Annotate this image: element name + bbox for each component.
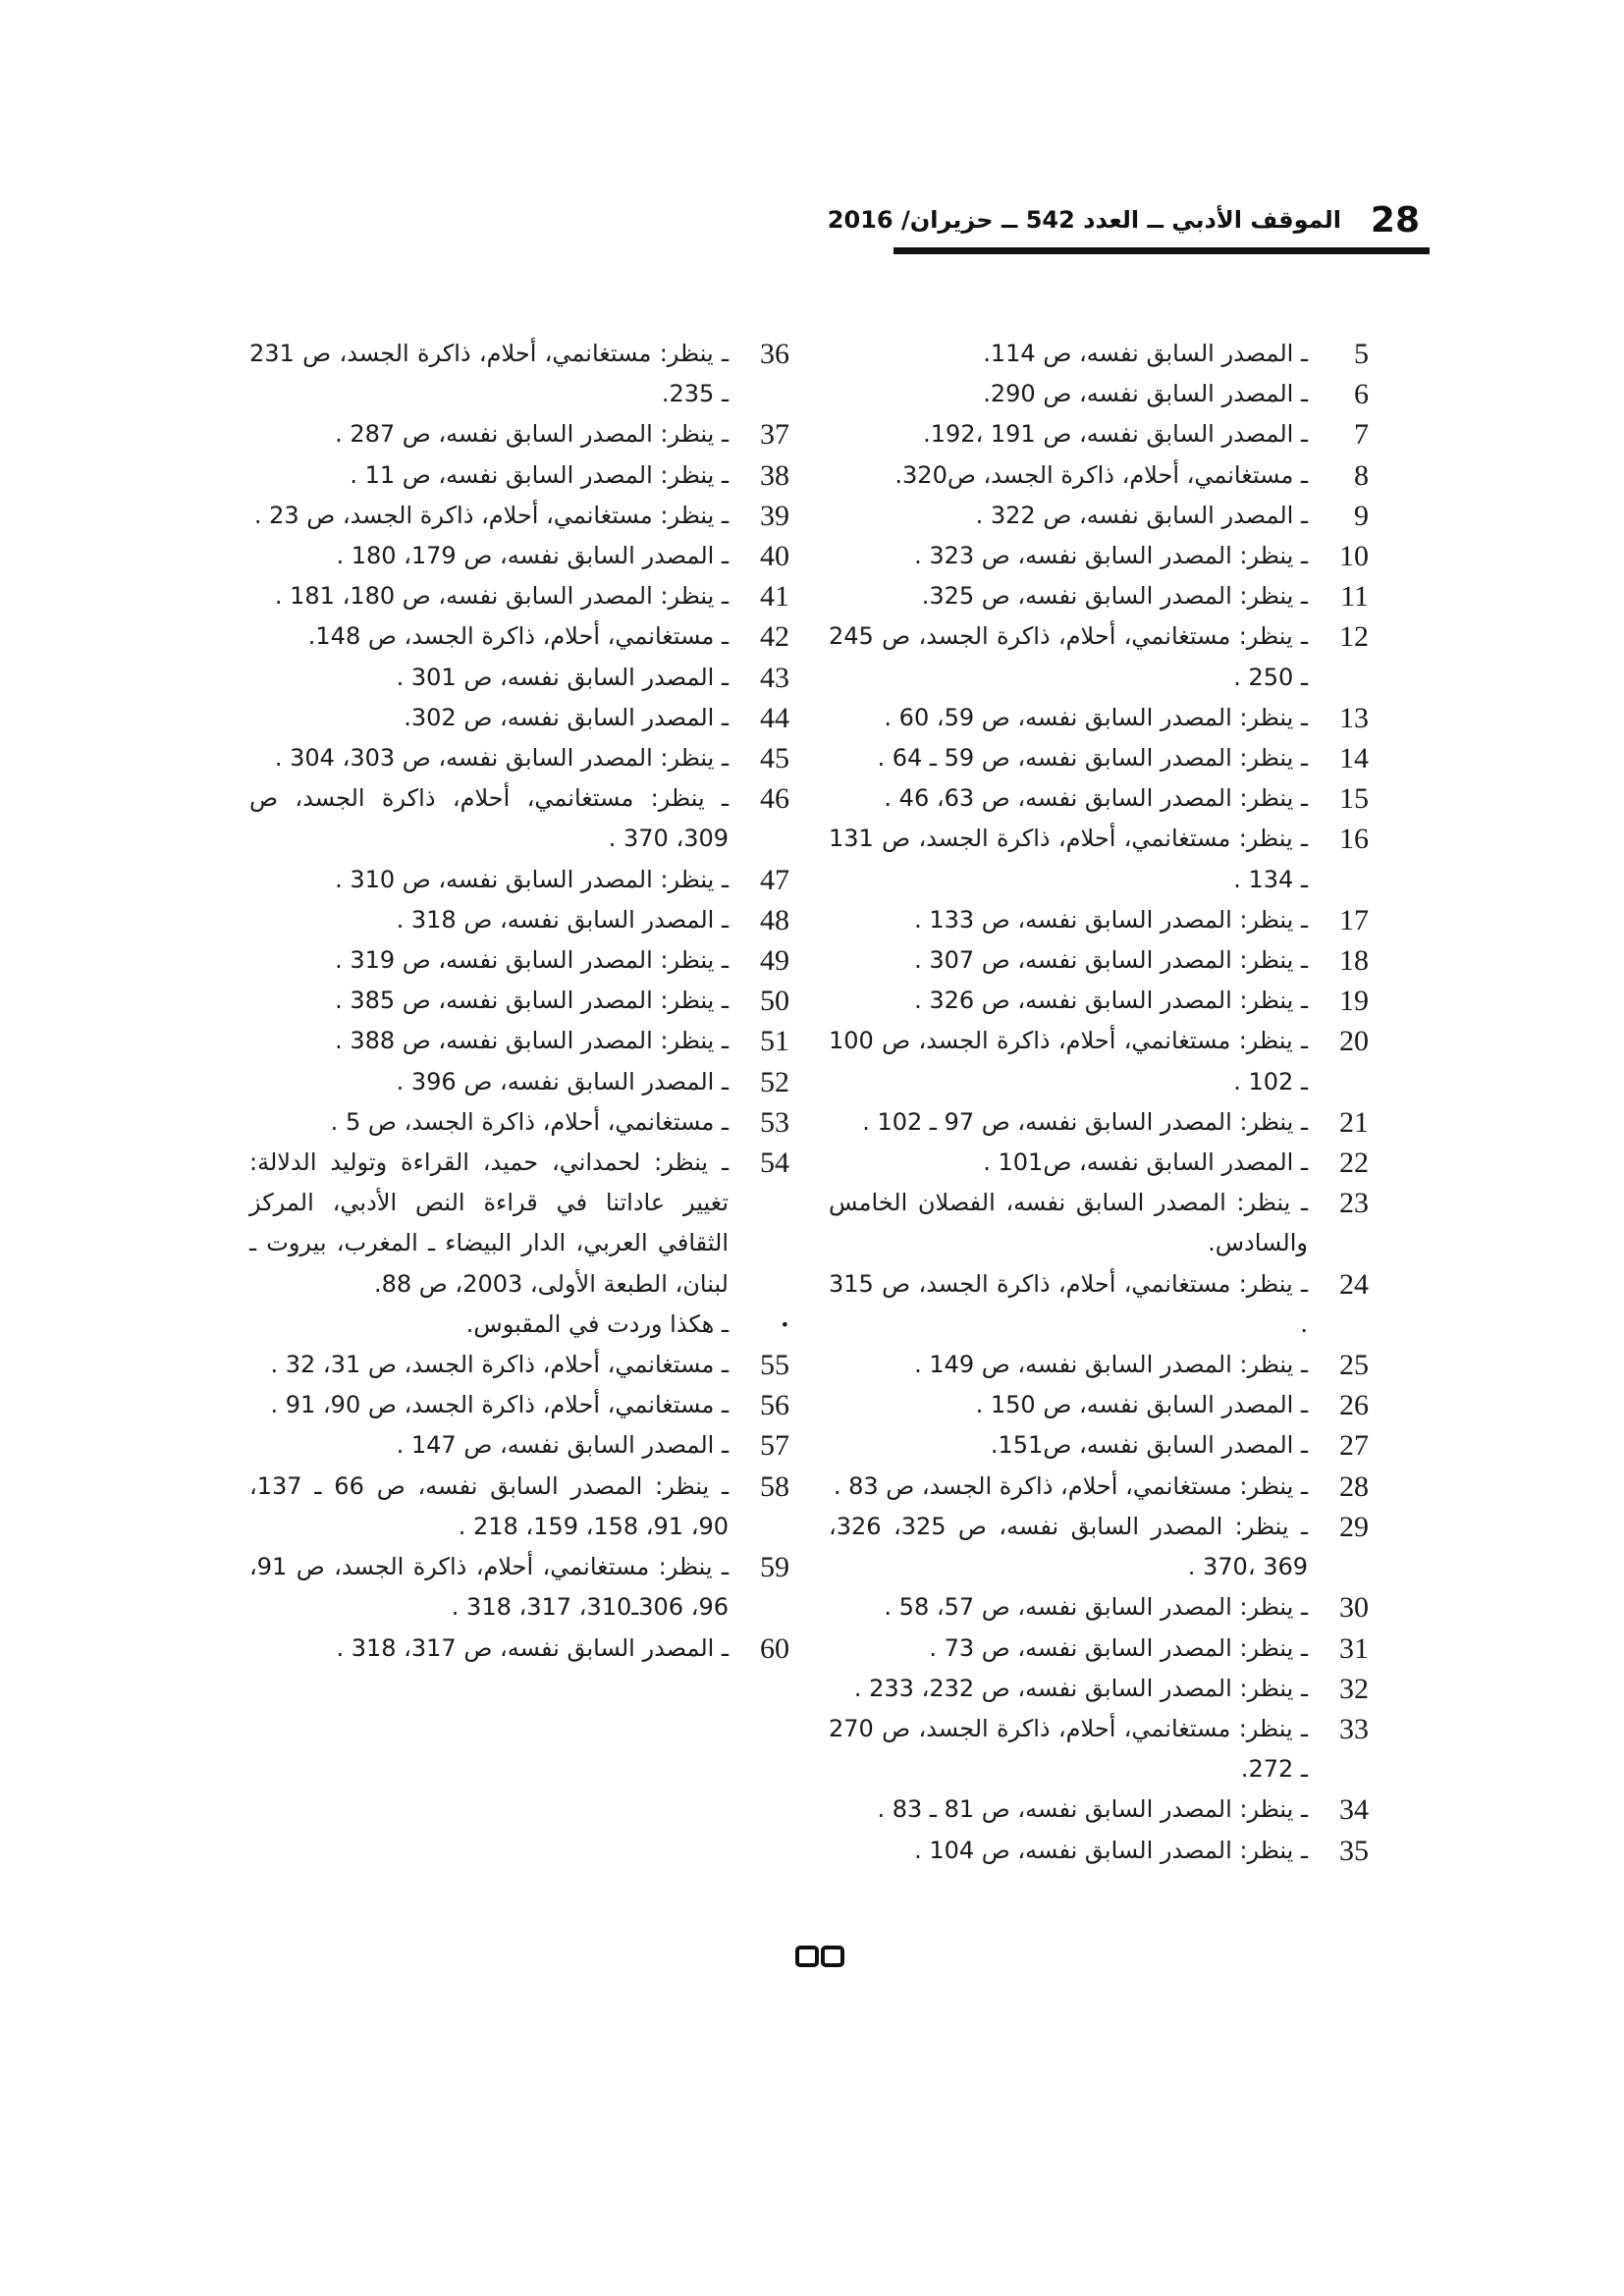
endnote-text: ـ ينظر: المصدر السابق نفسه، ص 133 . — [914, 905, 1308, 934]
endnote-number: 50 — [760, 985, 789, 1018]
endnote — [829, 1507, 1369, 1587]
endnote-text: ـ مستغانمي، أحلام، ذاكرة الجسد، ص 5 . — [330, 1107, 729, 1136]
endnote-text: ـ ينظر: المصدر السابق نفسه، ص 104 . — [914, 1836, 1308, 1864]
endnote-text: ـ ينظر: المصدر السابق نفسه، ص 180، 181 . — [274, 582, 729, 611]
endnote — [249, 860, 789, 900]
endnote-text: ـ مستغانمي، أحلام، ذاكرة الجسد، ص 90، 91 . — [270, 1391, 729, 1419]
endnote-text: ـ ينظر: مستغانمي، أحلام، ذاكرة الجسد، ص 83 . — [833, 1471, 1308, 1500]
endnote-number: 59 — [760, 1551, 789, 1584]
endnote — [829, 738, 1369, 778]
endnote-number: 37 — [760, 418, 789, 452]
endnote-number: 14 — [1339, 742, 1369, 775]
endnote — [829, 1425, 1369, 1466]
endnote — [249, 496, 789, 536]
endnote-text: ـ ينظر: مستغانمي، أحلام، ذاكرة الجسد، ص 245 ـ 250 . — [829, 622, 1308, 691]
endnote — [249, 1021, 789, 1061]
endnote — [249, 981, 789, 1021]
endnote — [249, 1345, 789, 1385]
endnote — [829, 1143, 1369, 1183]
endnote-text: ـ ينظر: المصدر السابق نفسه، ص 287 . — [335, 420, 729, 449]
endnote-number: 43 — [760, 661, 789, 694]
endnote — [829, 1789, 1369, 1830]
endnote-number: 41 — [760, 580, 789, 614]
endnote — [829, 1021, 1369, 1101]
endnote — [249, 698, 789, 738]
endnote-number: 34 — [1339, 1793, 1369, 1827]
endnote-number: 58 — [760, 1469, 789, 1503]
endnote — [829, 1831, 1369, 1871]
endnote — [829, 1467, 1369, 1507]
endnote-text: ـ ينظر: المصدر السابق نفسه، ص 66 ـ 137، 90، 91، 158، 159، 218 . — [249, 1471, 729, 1540]
endnote — [249, 1062, 789, 1102]
endnote-text: ـ المصدر السابق نفسه، ص 114. — [983, 340, 1308, 367]
endnote-text: ـ ينظر: المصدر السابق نفسه، ص 323 . — [914, 542, 1308, 570]
endnote-text: ـ ينظر: مستغانمي، أحلام، ذاكرة الجسد، ص 91، 96، 306ـ310، 317، 318 . — [249, 1553, 729, 1622]
endnote-number: 40 — [760, 540, 789, 573]
endnote — [249, 738, 789, 778]
endnote — [829, 1102, 1369, 1143]
endnote — [249, 940, 789, 981]
endnote-number: 24 — [1339, 1267, 1369, 1301]
endnote-text: ـ المصدر السابق نفسه، ص 301 . — [396, 663, 729, 691]
endnote-text: ـ المصدر السابق نفسه، ص 302. — [404, 703, 729, 731]
endnote-number: 35 — [1339, 1834, 1369, 1867]
endnote-number: 26 — [1339, 1389, 1369, 1422]
endnote-number: 28 — [1339, 1469, 1369, 1503]
endnote-number: 51 — [760, 1025, 789, 1058]
endnote — [249, 1467, 789, 1547]
endnote — [829, 1183, 1369, 1263]
endnote-text: ـ ينظر: المصدر السابق نفسه، ص 326 . — [914, 987, 1308, 1015]
endnote-text: ـ ينظر: المصدر السابق نفسه، الفصلان الخامس والسادس. — [829, 1189, 1308, 1257]
endnote-number: 42 — [760, 620, 789, 654]
endnote — [829, 900, 1369, 940]
endnote-number: 22 — [1339, 1147, 1369, 1180]
endnote — [829, 576, 1369, 616]
endnote — [829, 981, 1369, 1021]
endnote-number: 11 — [1340, 580, 1369, 614]
endnote-text: ـ ينظر: المصدر السابق نفسه، ص 310 . — [335, 865, 729, 893]
endnote-number: 21 — [1339, 1105, 1369, 1139]
endnote-number: 55 — [760, 1349, 789, 1382]
page-number: 28 — [1370, 200, 1420, 240]
endnote-text: ـ المصدر السابق نفسه، ص 396 . — [396, 1067, 729, 1095]
endnote-number: 32 — [1339, 1672, 1369, 1705]
endnote-number: 57 — [760, 1429, 789, 1463]
endnote-text: ـ المصدر السابق نفسه، ص 179، 180 . — [336, 542, 729, 570]
endnote-text: ـ ينظر: مستغانمي، أحلام، ذاكرة الجسد، ص 309، 370 . — [249, 784, 729, 853]
endnote-number: 5 — [1354, 338, 1369, 370]
endnote-number: 9 — [1354, 499, 1369, 532]
endnote-number: 17 — [1339, 903, 1369, 936]
endnote — [249, 1547, 789, 1628]
endnote — [249, 576, 789, 616]
endnote — [829, 616, 1369, 697]
endnote-number: 38 — [760, 458, 789, 492]
endnote — [829, 496, 1369, 536]
endnote — [829, 414, 1369, 454]
endnote — [829, 698, 1369, 738]
endnote — [249, 334, 789, 414]
endnote-text: ـ ينظر: المصدر السابق نفسه، ص 232، 233 . — [853, 1674, 1308, 1702]
endnote — [249, 1629, 789, 1669]
notes-column-right — [829, 334, 1369, 1871]
endnote — [249, 1143, 789, 1305]
endnote-text: ـ المصدر السابق نفسه، ص 317، 318 . — [336, 1633, 729, 1662]
endnote-number: 30 — [1339, 1591, 1369, 1625]
endnote-number: 33 — [1339, 1712, 1369, 1745]
endnote-number: 23 — [1339, 1187, 1369, 1220]
endnote-text: ـ ينظر: المصدر السابق نفسه، ص 149 . — [914, 1351, 1308, 1379]
endnote-number: 25 — [1339, 1349, 1369, 1382]
endnote-number: 20 — [1339, 1025, 1369, 1058]
endnote — [829, 455, 1369, 496]
endnote-number: 13 — [1339, 701, 1369, 734]
endnote-text: ـ ينظر: المصدر السابق نفسه، ص 11 . — [350, 460, 729, 489]
endnote-text: ـ ينظر: المصدر السابق نفسه، ص 73 . — [929, 1633, 1308, 1662]
endnote-text: ـ ينظر: لحمداني، حميد، القراءة وتوليد الدلالة: تغيير عاداتنا في قراءة النص الأدبي، المركز الثقافي العربي، الدار البيضاء ـ المغرب، بيروت ـ لبنان، الطبعة الأولى، 2003، ص 88. — [249, 1148, 729, 1298]
endnote-text: ـ المصدر السابق نفسه، ص 290. — [983, 380, 1308, 408]
endnote-text: ـ المصدر السابق نفسه، ص 322 . — [975, 501, 1308, 529]
endnote-number: 12 — [1339, 620, 1369, 654]
endnote — [829, 1264, 1369, 1345]
endnote — [249, 455, 789, 496]
endnote-number: 47 — [760, 863, 789, 896]
endnote-number: 45 — [760, 742, 789, 775]
endnote-text: ـ ينظر: المصدر السابق نفسه، ص 307 . — [914, 946, 1308, 975]
endnote-number: 53 — [760, 1105, 789, 1139]
endnote-text: ـ ينظر: المصدر السابق نفسه، ص 319 . — [335, 946, 729, 975]
endnote-text: ـ ينظر: المصدر السابق نفسه، ص 97 ـ 102 . — [862, 1107, 1308, 1136]
endnote-text: ـ ينظر: المصدر السابق نفسه، ص 59، 60 . — [884, 703, 1308, 731]
endnote-number: 60 — [760, 1631, 789, 1665]
endnote-text: ـ ينظر: مستغانمي، أحلام، ذاكرة الجسد، ص 100 ـ 102 . — [829, 1027, 1308, 1095]
endnote-number: 52 — [760, 1065, 789, 1098]
endnote — [829, 778, 1369, 819]
endnote — [829, 1669, 1369, 1709]
endnote-text: ـ ينظر: مستغانمي، أحلام، ذاكرة الجسد، ص 231 ـ 235. — [249, 340, 729, 408]
endnote — [829, 940, 1369, 981]
notes-column-left — [249, 334, 789, 1669]
end-of-article-icon — [795, 1946, 844, 1967]
page-header — [827, 196, 1430, 254]
endnote-text: ـ المصدر السابق نفسه، ص101 . — [983, 1148, 1308, 1177]
endnote-text: ـ ينظر: المصدر السابق نفسه، ص 59 ـ 64 . — [877, 744, 1308, 773]
endnote — [249, 778, 789, 859]
endnote — [829, 1345, 1369, 1385]
endnote-text: ـ المصدر السابق نفسه، ص 147 . — [396, 1431, 729, 1460]
endnote-text: ـ ينظر: المصدر السابق نفسه، ص 388 . — [335, 1027, 729, 1055]
endnote — [249, 414, 789, 454]
endnote-number: 46 — [760, 782, 789, 816]
endnote-number: 19 — [1339, 985, 1369, 1018]
endnote-number: 10 — [1339, 540, 1369, 573]
endnote — [249, 900, 789, 940]
endnote — [829, 1587, 1369, 1628]
running-head: الموقف الأدبي ــ العدد 542 ــ حزيران/ 2016 — [827, 206, 1341, 234]
endnote-number: 18 — [1339, 944, 1369, 978]
endnote-number: 36 — [760, 338, 789, 370]
endnote-text: ـ مستغانمي، أحلام، ذاكرة الجسد، ص 148. — [307, 622, 729, 651]
bullet-marker: • — [780, 1314, 789, 1334]
endnote-text: ـ ينظر: المصدر السابق نفسه، ص 81 ـ 83 . — [877, 1795, 1308, 1824]
endnote-number: 39 — [760, 499, 789, 532]
endnote-text: ـ ينظر: المصدر السابق نفسه، ص 385 . — [335, 987, 729, 1015]
endnote-number: 49 — [760, 944, 789, 978]
endnote — [249, 1425, 789, 1466]
endnote-text: ـ ينظر: المصدر السابق نفسه، ص 57، 58 . — [884, 1593, 1308, 1622]
endnote-number: 31 — [1339, 1631, 1369, 1665]
endnote-text: ـ المصدر السابق نفسه، ص 150 . — [975, 1391, 1308, 1419]
endnote-number: 7 — [1354, 418, 1369, 452]
endnote — [249, 1102, 789, 1143]
endnote-text: ـ ينظر: المصدر السابق نفسه، ص 63، 46 . — [884, 784, 1308, 813]
endnote-number: 56 — [760, 1389, 789, 1422]
endnote-text: ـ ينظر: المصدر السابق نفسه، ص 325. — [921, 582, 1308, 611]
endnote-number: 44 — [760, 701, 789, 734]
endnote-text: ـ مستغانمي، أحلام، ذاكرة الجسد، ص320. — [894, 460, 1308, 489]
endnote-number: 8 — [1354, 458, 1369, 492]
endnote-text: ـ المصدر السابق نفسه، ص151. — [990, 1431, 1308, 1460]
endnote-number: 16 — [1339, 823, 1369, 856]
endnote-text: ـ ينظر: مستغانمي، أحلام، ذاكرة الجسد، ص 131 ـ 134 . — [829, 825, 1308, 893]
endnote-text: ـ المصدر السابق نفسه، ص 318 . — [396, 905, 729, 934]
endnote — [249, 658, 789, 698]
endnote-text: ـ ينظر: مستغانمي، أحلام، ذاكرة الجسد، ص 270 ـ 272. — [829, 1714, 1308, 1784]
endnote — [829, 536, 1369, 576]
endnote — [829, 1629, 1369, 1669]
endnote-number: 54 — [760, 1147, 789, 1180]
endnote-text: ـ المصدر السابق نفسه، ص 191 ،192. — [923, 420, 1308, 449]
endnote-text: ـ مستغانمي، أحلام، ذاكرة الجسد، ص 31، 32 . — [270, 1351, 729, 1379]
endnote — [829, 1385, 1369, 1425]
endnote — [249, 536, 789, 576]
endnote — [829, 334, 1369, 374]
endnote — [249, 1385, 789, 1425]
bullet-note-text: ـ هكذا وردت في المقبوس. — [465, 1309, 729, 1338]
endnote-number: 27 — [1339, 1429, 1369, 1463]
endnote-number: 29 — [1339, 1510, 1369, 1543]
endnote-text: ـ ينظر: مستغانمي، أحلام، ذاكرة الجسد، ص 23 . — [253, 501, 729, 529]
endnote-text: ـ ينظر: مستغانمي، أحلام، ذاكرة الجسد، ص 315 . — [829, 1269, 1308, 1338]
endnote-number: 6 — [1354, 378, 1369, 411]
endnote-text: ـ ينظر: المصدر السابق نفسه، ص 325، 326، 369 ،370 . — [829, 1512, 1309, 1581]
endnote-number: 15 — [1339, 782, 1369, 816]
endnote-number: 48 — [760, 903, 789, 936]
endnote — [829, 374, 1369, 414]
endnote — [249, 616, 789, 657]
bullet-note — [249, 1305, 789, 1345]
endnote — [829, 1709, 1369, 1789]
endnote — [829, 819, 1369, 899]
endnote-text: ـ ينظر: المصدر السابق نفسه، ص 303، 304 . — [274, 744, 729, 773]
